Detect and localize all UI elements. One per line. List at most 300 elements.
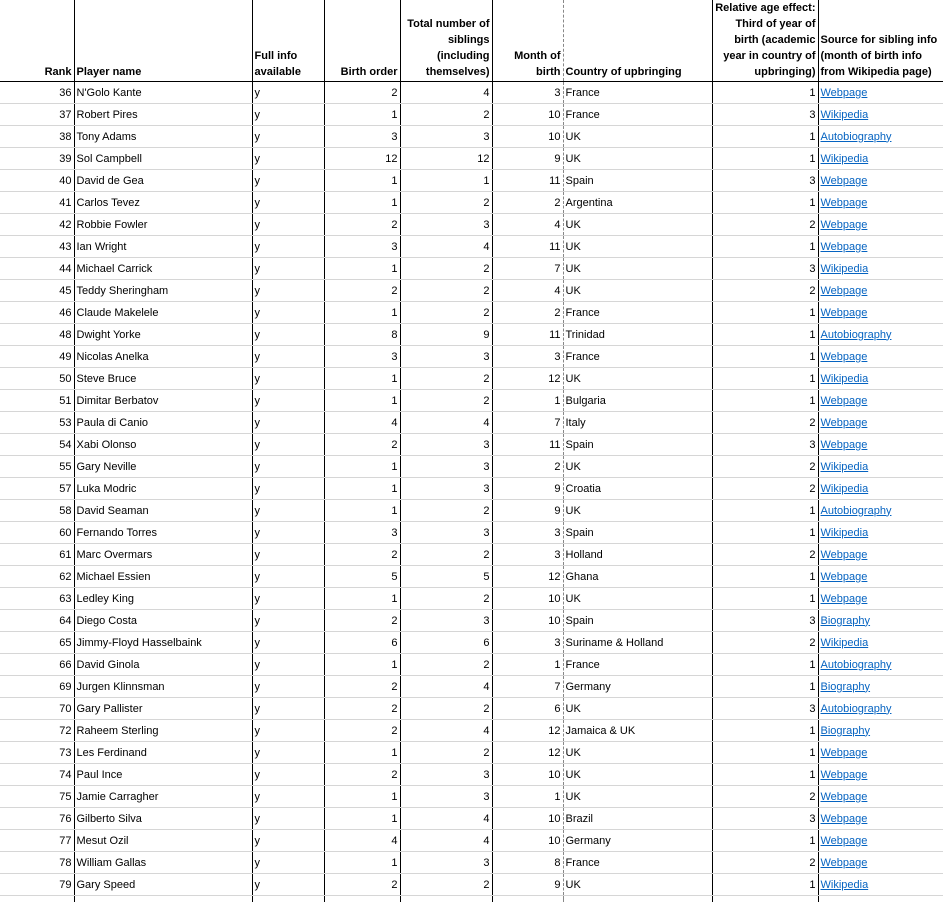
cell-siblings: 2 xyxy=(400,104,492,126)
cell-empty xyxy=(563,896,712,902)
cell-month: 12 xyxy=(492,742,563,764)
cell-month: 10 xyxy=(492,830,563,852)
cell-relative-age: 1 xyxy=(712,192,818,214)
cell-month: 8 xyxy=(492,852,563,874)
table-row xyxy=(0,412,943,434)
cell-player-name: Teddy Sheringham xyxy=(74,280,252,302)
cell-country: UK xyxy=(563,280,712,302)
cell-source-link[interactable] xyxy=(818,764,943,786)
source-link[interactable]: Webpage xyxy=(821,307,868,319)
cell-birth-order: 4 xyxy=(324,412,400,434)
cell-birth-order: 2 xyxy=(324,676,400,698)
cell-full-info: y xyxy=(252,742,324,764)
cell-country: UK xyxy=(563,764,712,786)
source-link[interactable]: Webpage xyxy=(821,791,868,803)
table-row xyxy=(0,522,943,544)
cell-rank: 40 xyxy=(0,170,74,192)
cell-player-name: Marc Overmars xyxy=(74,544,252,566)
cell-rank: 46 xyxy=(0,302,74,324)
cell-full-info: y xyxy=(252,676,324,698)
cell-rank: 36 xyxy=(0,82,74,104)
cell-source-link[interactable] xyxy=(818,324,943,346)
cell-siblings: 2 xyxy=(400,588,492,610)
cell-full-info: y xyxy=(252,192,324,214)
cell-full-info: y xyxy=(252,368,324,390)
cell-rank: 69 xyxy=(0,676,74,698)
cell-source-link[interactable] xyxy=(818,192,943,214)
cell-full-info: y xyxy=(252,808,324,830)
cell-month: 7 xyxy=(492,676,563,698)
cell-full-info: y xyxy=(252,280,324,302)
cell-country: UK xyxy=(563,588,712,610)
cell-rank: 73 xyxy=(0,742,74,764)
cell-source-link[interactable] xyxy=(818,654,943,676)
header-month: Month of birth xyxy=(492,0,563,82)
cell-siblings: 1 xyxy=(400,170,492,192)
cell-source-link[interactable] xyxy=(818,852,943,874)
cell-player-name: Xabi Olonso xyxy=(74,434,252,456)
cell-country: UK xyxy=(563,126,712,148)
cell-full-info: y xyxy=(252,346,324,368)
table-row xyxy=(0,346,943,368)
table-row xyxy=(0,698,943,720)
source-link[interactable]: Webpage xyxy=(821,175,868,187)
cell-player-name: Tony Adams xyxy=(74,126,252,148)
cell-full-info: y xyxy=(252,566,324,588)
cell-month: 1 xyxy=(492,654,563,676)
cell-relative-age: 3 xyxy=(712,808,818,830)
cell-month: 1 xyxy=(492,786,563,808)
cell-relative-age: 1 xyxy=(712,742,818,764)
table-row xyxy=(0,852,943,874)
cell-rank: 60 xyxy=(0,522,74,544)
cell-source-link[interactable] xyxy=(818,148,943,170)
cell-rank: 51 xyxy=(0,390,74,412)
cell-relative-age: 2 xyxy=(712,412,818,434)
cell-month: 3 xyxy=(492,82,563,104)
cell-empty xyxy=(252,896,324,902)
cell-siblings: 4 xyxy=(400,82,492,104)
cell-relative-age: 3 xyxy=(712,170,818,192)
table-row xyxy=(0,456,943,478)
cell-full-info: y xyxy=(252,302,324,324)
cell-birth-order: 1 xyxy=(324,302,400,324)
source-link[interactable]: Webpage xyxy=(821,197,868,209)
cell-month: 10 xyxy=(492,808,563,830)
cell-source-link[interactable] xyxy=(818,698,943,720)
cell-source-link[interactable] xyxy=(818,434,943,456)
cell-player-name: Gary Pallister xyxy=(74,698,252,720)
cell-month: 11 xyxy=(492,324,563,346)
cell-birth-order: 2 xyxy=(324,214,400,236)
cell-relative-age: 1 xyxy=(712,764,818,786)
cell-birth-order: 1 xyxy=(324,742,400,764)
source-link[interactable]: Webpage xyxy=(821,769,868,781)
cell-full-info: y xyxy=(252,390,324,412)
cell-siblings: 9 xyxy=(400,324,492,346)
cell-country: UK xyxy=(563,786,712,808)
cell-month: 11 xyxy=(492,170,563,192)
cell-siblings: 6 xyxy=(400,632,492,654)
cell-country: UK xyxy=(563,698,712,720)
source-link[interactable]: Autobiography xyxy=(821,505,892,517)
cell-source-link[interactable] xyxy=(818,588,943,610)
cell-country: Germany xyxy=(563,676,712,698)
cell-relative-age: 1 xyxy=(712,390,818,412)
source-link[interactable]: Webpage xyxy=(821,747,868,759)
cell-full-info: y xyxy=(252,236,324,258)
cell-siblings: 2 xyxy=(400,280,492,302)
table-row xyxy=(0,104,943,126)
cell-player-name: Raheem Sterling xyxy=(74,720,252,742)
cell-source-link[interactable] xyxy=(818,258,943,280)
cell-siblings: 3 xyxy=(400,610,492,632)
cell-birth-order: 1 xyxy=(324,456,400,478)
table-row xyxy=(0,742,943,764)
table-row xyxy=(0,654,943,676)
cell-month: 2 xyxy=(492,456,563,478)
cell-birth-order: 2 xyxy=(324,874,400,896)
header-birth-order: Birth order xyxy=(324,0,400,82)
cell-month: 12 xyxy=(492,720,563,742)
source-link[interactable]: Webpage xyxy=(821,571,868,583)
cell-source-link[interactable] xyxy=(818,500,943,522)
source-link[interactable]: Autobiography xyxy=(821,131,892,143)
cell-birth-order: 2 xyxy=(324,698,400,720)
cell-player-name: David Seaman xyxy=(74,500,252,522)
header-rank: Rank xyxy=(0,0,74,82)
cell-siblings: 3 xyxy=(400,434,492,456)
table-row xyxy=(0,302,943,324)
cell-full-info: y xyxy=(252,82,324,104)
cell-birth-order: 2 xyxy=(324,610,400,632)
cell-player-name: Gilberto Silva xyxy=(74,808,252,830)
source-link[interactable]: Webpage xyxy=(821,285,868,297)
cell-relative-age: 1 xyxy=(712,676,818,698)
cell-player-name: Robbie Fowler xyxy=(74,214,252,236)
table-row xyxy=(0,434,943,456)
source-link[interactable]: Wikipedia xyxy=(821,527,869,539)
cell-full-info: y xyxy=(252,830,324,852)
source-link[interactable]: Webpage xyxy=(821,241,868,253)
cell-country: UK xyxy=(563,500,712,522)
cell-country: UK xyxy=(563,874,712,896)
cell-birth-order: 3 xyxy=(324,346,400,368)
table-row xyxy=(0,720,943,742)
cell-source-link[interactable] xyxy=(818,874,943,896)
cell-relative-age: 1 xyxy=(712,874,818,896)
table-row xyxy=(0,280,943,302)
cell-full-info: y xyxy=(252,456,324,478)
cell-country: Suriname & Holland xyxy=(563,632,712,654)
cell-siblings: 2 xyxy=(400,302,492,324)
table-row xyxy=(0,192,943,214)
cell-siblings: 3 xyxy=(400,346,492,368)
cell-birth-order: 8 xyxy=(324,324,400,346)
source-link[interactable]: Webpage xyxy=(821,395,868,407)
source-link[interactable]: Webpage xyxy=(821,813,868,825)
cell-source-link[interactable] xyxy=(818,280,943,302)
cell-rank: 66 xyxy=(0,654,74,676)
source-link[interactable]: Wikipedia xyxy=(821,461,869,473)
cell-full-info: y xyxy=(252,170,324,192)
cell-month: 3 xyxy=(492,346,563,368)
source-link[interactable]: Webpage xyxy=(821,351,868,363)
source-link[interactable]: Biography xyxy=(821,681,871,693)
cell-relative-age: 1 xyxy=(712,148,818,170)
source-link[interactable]: Wikipedia xyxy=(821,263,869,275)
cell-birth-order: 1 xyxy=(324,170,400,192)
cell-full-info: y xyxy=(252,654,324,676)
cell-birth-order: 1 xyxy=(324,478,400,500)
cell-player-name: David de Gea xyxy=(74,170,252,192)
cell-siblings: 12 xyxy=(400,148,492,170)
cell-country: Jamaica & UK xyxy=(563,720,712,742)
source-link[interactable]: Wikipedia xyxy=(821,109,869,121)
header-source: Source for sibling info (month of birth info from Wikipedia page) xyxy=(818,0,943,82)
cell-source-link[interactable] xyxy=(818,456,943,478)
cell-empty xyxy=(818,896,943,902)
cell-full-info: y xyxy=(252,522,324,544)
cell-rank: 41 xyxy=(0,192,74,214)
cell-relative-age: 2 xyxy=(712,852,818,874)
cell-player-name: Paul Ince xyxy=(74,764,252,786)
cell-rank: 37 xyxy=(0,104,74,126)
cell-source-link[interactable] xyxy=(818,390,943,412)
cell-empty xyxy=(492,896,563,902)
cell-month: 1 xyxy=(492,390,563,412)
cell-full-info: y xyxy=(252,214,324,236)
cell-player-name: Ian Wright xyxy=(74,236,252,258)
cell-month: 10 xyxy=(492,126,563,148)
cell-country: Spain xyxy=(563,170,712,192)
cell-country: UK xyxy=(563,368,712,390)
cell-relative-age: 1 xyxy=(712,830,818,852)
cell-relative-age: 3 xyxy=(712,104,818,126)
cell-full-info: y xyxy=(252,500,324,522)
cell-country: UK xyxy=(563,258,712,280)
cell-empty xyxy=(712,896,818,902)
table-row xyxy=(0,214,943,236)
cell-month: 3 xyxy=(492,522,563,544)
cell-birth-order: 6 xyxy=(324,632,400,654)
cell-birth-order: 2 xyxy=(324,764,400,786)
source-link[interactable]: Wikipedia xyxy=(821,483,869,495)
cell-rank: 49 xyxy=(0,346,74,368)
cell-relative-age: 3 xyxy=(712,610,818,632)
cell-month: 12 xyxy=(492,368,563,390)
header-full-info: Full info available xyxy=(252,0,324,82)
cell-rank: 53 xyxy=(0,412,74,434)
source-link[interactable]: Webpage xyxy=(821,417,868,429)
table-row xyxy=(0,170,943,192)
source-link[interactable]: Autobiography xyxy=(821,329,892,341)
cell-relative-age: 1 xyxy=(712,302,818,324)
cell-relative-age: 2 xyxy=(712,632,818,654)
cell-relative-age: 1 xyxy=(712,236,818,258)
cell-source-link[interactable] xyxy=(818,412,943,434)
cell-month: 2 xyxy=(492,302,563,324)
cell-source-link[interactable] xyxy=(818,214,943,236)
cell-source-link[interactable] xyxy=(818,170,943,192)
source-link[interactable]: Webpage xyxy=(821,439,868,451)
cell-player-name: Les Ferdinand xyxy=(74,742,252,764)
cell-full-info: y xyxy=(252,720,324,742)
cell-siblings: 3 xyxy=(400,456,492,478)
cell-siblings: 2 xyxy=(400,258,492,280)
header-row xyxy=(0,0,943,82)
cell-siblings: 3 xyxy=(400,852,492,874)
cell-rank: 57 xyxy=(0,478,74,500)
cell-player-name: Sol Campbell xyxy=(74,148,252,170)
cell-country: UK xyxy=(563,456,712,478)
cell-rank: 75 xyxy=(0,786,74,808)
cell-siblings: 4 xyxy=(400,412,492,434)
cell-birth-order: 4 xyxy=(324,830,400,852)
cell-player-name: David Ginola xyxy=(74,654,252,676)
cell-source-link[interactable] xyxy=(818,566,943,588)
source-link[interactable]: Autobiography xyxy=(821,659,892,671)
cell-relative-age: 1 xyxy=(712,500,818,522)
source-link[interactable]: Wikipedia xyxy=(821,879,869,891)
cell-source-link[interactable] xyxy=(818,236,943,258)
cell-birth-order: 1 xyxy=(324,852,400,874)
cell-full-info: y xyxy=(252,698,324,720)
cell-relative-age: 1 xyxy=(712,324,818,346)
source-link[interactable]: Wikipedia xyxy=(821,373,869,385)
cell-source-link[interactable] xyxy=(818,346,943,368)
cell-source-link[interactable] xyxy=(818,82,943,104)
cell-siblings: 2 xyxy=(400,192,492,214)
cell-rank: 72 xyxy=(0,720,74,742)
cell-siblings: 2 xyxy=(400,544,492,566)
cell-month: 3 xyxy=(492,544,563,566)
cell-source-link[interactable] xyxy=(818,808,943,830)
cell-birth-order: 1 xyxy=(324,654,400,676)
cell-month: 7 xyxy=(492,412,563,434)
cell-source-link[interactable] xyxy=(818,632,943,654)
cell-birth-order: 2 xyxy=(324,434,400,456)
cell-source-link[interactable] xyxy=(818,830,943,852)
cell-relative-age: 2 xyxy=(712,280,818,302)
cell-source-link[interactable] xyxy=(818,522,943,544)
source-link[interactable]: Webpage xyxy=(821,219,868,231)
cell-rank: 44 xyxy=(0,258,74,280)
cell-month: 2 xyxy=(492,192,563,214)
cell-month: 11 xyxy=(492,236,563,258)
source-link[interactable]: Wikipedia xyxy=(821,637,869,649)
source-link[interactable]: Wikipedia xyxy=(821,153,869,165)
cell-player-name: N'Golo Kante xyxy=(74,82,252,104)
source-link[interactable]: Biography xyxy=(821,725,871,737)
cell-source-link[interactable] xyxy=(818,302,943,324)
cell-rank: 63 xyxy=(0,588,74,610)
cell-country: Brazil xyxy=(563,808,712,830)
cell-source-link[interactable] xyxy=(818,126,943,148)
cell-month: 3 xyxy=(492,632,563,654)
source-link[interactable]: Webpage xyxy=(821,835,868,847)
cell-country: Italy xyxy=(563,412,712,434)
source-link[interactable]: Webpage xyxy=(821,857,868,869)
cell-month: 10 xyxy=(492,764,563,786)
cell-player-name: Robert Pires xyxy=(74,104,252,126)
cell-rank: 76 xyxy=(0,808,74,830)
cell-full-info: y xyxy=(252,764,324,786)
cell-siblings: 2 xyxy=(400,368,492,390)
table-row xyxy=(0,390,943,412)
cell-relative-age: 1 xyxy=(712,588,818,610)
cell-birth-order: 3 xyxy=(324,126,400,148)
cell-country: UK xyxy=(563,148,712,170)
cell-relative-age: 1 xyxy=(712,368,818,390)
cell-siblings: 4 xyxy=(400,676,492,698)
cell-month: 9 xyxy=(492,478,563,500)
cell-player-name: Mesut Ozil xyxy=(74,830,252,852)
cell-relative-age: 1 xyxy=(712,654,818,676)
cell-birth-order: 2 xyxy=(324,544,400,566)
cell-relative-age: 1 xyxy=(712,522,818,544)
cell-source-link[interactable] xyxy=(818,786,943,808)
cell-country: France xyxy=(563,346,712,368)
cell-source-link[interactable] xyxy=(818,742,943,764)
table-row xyxy=(0,324,943,346)
cell-month: 10 xyxy=(492,610,563,632)
cell-source-link[interactable] xyxy=(818,544,943,566)
cell-country: Trinidad xyxy=(563,324,712,346)
header-player: Player name xyxy=(74,0,252,82)
cell-country: Germany xyxy=(563,830,712,852)
source-link[interactable]: Biography xyxy=(821,615,871,627)
cell-birth-order: 1 xyxy=(324,258,400,280)
source-link[interactable]: Webpage xyxy=(821,87,868,99)
cell-country: UK xyxy=(563,236,712,258)
cell-country: France xyxy=(563,82,712,104)
source-link[interactable]: Autobiography xyxy=(821,703,892,715)
source-link[interactable]: Webpage xyxy=(821,593,868,605)
cell-relative-age: 3 xyxy=(712,258,818,280)
cell-relative-age: 1 xyxy=(712,720,818,742)
cell-country: Spain xyxy=(563,434,712,456)
cell-full-info: y xyxy=(252,126,324,148)
cell-player-name: Dimitar Berbatov xyxy=(74,390,252,412)
cell-source-link[interactable] xyxy=(818,104,943,126)
table-row xyxy=(0,82,943,104)
cell-source-link[interactable] xyxy=(818,676,943,698)
table-row xyxy=(0,148,943,170)
cell-source-link[interactable] xyxy=(818,368,943,390)
table-row xyxy=(0,764,943,786)
cell-country: France xyxy=(563,104,712,126)
source-link[interactable]: Webpage xyxy=(821,549,868,561)
cell-birth-order: 1 xyxy=(324,192,400,214)
cell-full-info: y xyxy=(252,258,324,280)
cell-country: UK xyxy=(563,742,712,764)
cell-month: 10 xyxy=(492,588,563,610)
cell-source-link[interactable] xyxy=(818,610,943,632)
table-row xyxy=(0,478,943,500)
cell-source-link[interactable] xyxy=(818,720,943,742)
cell-player-name: Jurgen Klinnsman xyxy=(74,676,252,698)
cell-source-link[interactable] xyxy=(818,478,943,500)
header-country: Country of upbringing xyxy=(563,0,712,82)
cell-siblings: 4 xyxy=(400,830,492,852)
cell-player-name: Claude Makelele xyxy=(74,302,252,324)
cell-empty xyxy=(0,896,74,902)
cell-country: Spain xyxy=(563,522,712,544)
cell-rank: 74 xyxy=(0,764,74,786)
cell-birth-order: 2 xyxy=(324,720,400,742)
cell-birth-order: 2 xyxy=(324,82,400,104)
